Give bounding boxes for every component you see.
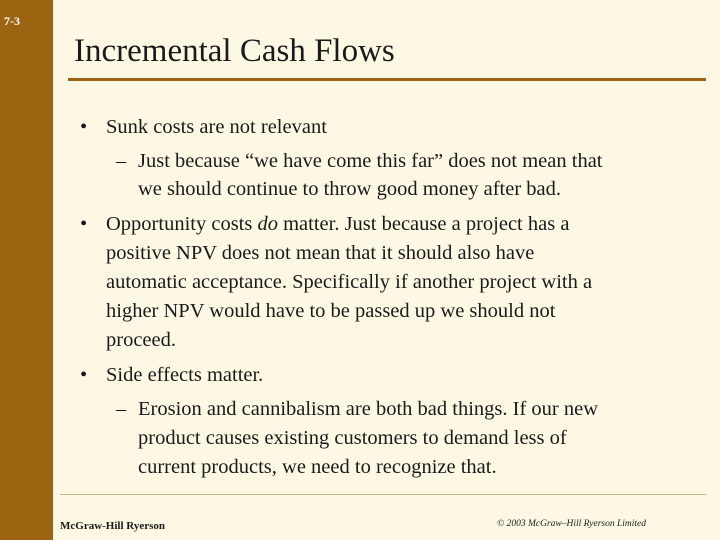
sub-bullet-marker: – (116, 150, 127, 172)
bullet-text: automatic acceptance. Specifically if another project with a (106, 271, 593, 293)
slide-title: Incremental Cash Flows (74, 33, 395, 69)
bullet-text-part: Opportunity costs (106, 213, 258, 235)
sub-bullet-text: Just because “we have come this far” does not mean that (138, 150, 603, 172)
sub-bullet-text: we should continue to throw good money after bad. (138, 178, 562, 200)
bullet-marker: • (80, 116, 88, 138)
footer-copyright: © 2003 McGraw–Hill Ryerson Limited (497, 519, 647, 529)
bullet-text (106, 210, 569, 239)
slide-number: 7-3 (4, 14, 20, 28)
bullet-marker: • (80, 364, 88, 386)
bullet-text-part: matter. Just because a project has a (277, 213, 570, 235)
accent-sidebar (0, 0, 53, 540)
sub-bullet-text: Erosion and cannibalism are both bad things. If our new (138, 398, 598, 420)
footer-publisher: McGraw-Hill Ryerson (60, 520, 166, 532)
sub-bullet-text: current products, we need to recognize that. (138, 456, 497, 478)
bullet-text: higher NPV would have to be passed up we should not (106, 300, 556, 322)
bullet-text: positive NPV does not mean that it should also have (106, 242, 535, 264)
emphasis-text: do (257, 213, 278, 235)
sub-bullet-marker: – (116, 398, 127, 420)
bullet-text: proceed. (106, 329, 176, 351)
footer-divider (60, 494, 706, 495)
bullet-text: Sunk costs are not relevant (106, 116, 327, 138)
bullet-marker: • (80, 213, 88, 235)
bullet-text: Side effects matter. (106, 364, 264, 386)
title-divider (68, 78, 706, 81)
sub-bullet-text: product causes existing customers to demand less of (138, 427, 567, 449)
